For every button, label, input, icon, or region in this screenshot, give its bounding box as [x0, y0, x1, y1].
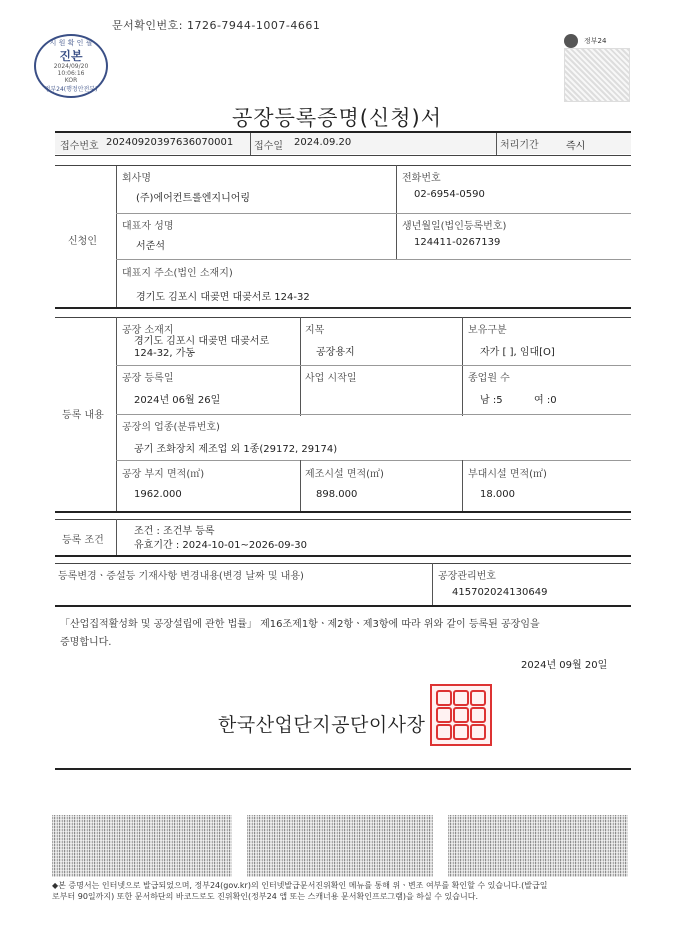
- divider: [55, 555, 631, 557]
- phone-number: 02-6954-0590: [414, 189, 485, 200]
- aux-area: 18.000: [480, 489, 515, 500]
- site-area: 1962.000: [134, 489, 182, 500]
- divider: [116, 213, 631, 214]
- footer-line2: 로부터 90일까지) 또한 문서하단의 바코드로도 진위확인(정부24 앱 또는 스캐너용 문서확인프로그램)을 하실 수 있습니다.: [52, 892, 478, 901]
- registration-section-label: 등록 내용: [62, 410, 104, 421]
- divider: [55, 768, 631, 770]
- divider: [116, 460, 631, 461]
- industry-value: 공기 조화장치 제조업 외 1종(29172, 29174): [134, 444, 338, 455]
- stamp-bottom-text: 정부24(행정안전부): [44, 86, 98, 93]
- doc-number-label: 문서확인번호:: [112, 19, 183, 32]
- industry-label: 공장의 업종(분류번호): [122, 422, 220, 433]
- changes-label: 등록변경ㆍ증설등 기재사항 변경내용(변경 날짜 및 내용): [58, 571, 304, 582]
- divider: [55, 605, 631, 607]
- land-category: 공장용지: [316, 347, 355, 358]
- factory-location: 경기도 김포시 대곶면 대곶서로 124-32, 가동: [134, 336, 270, 359]
- statement-line1: 「산업집적활성화 및 공장설립에 관한 법률」 제16조제1항ㆍ제2항ㆍ제3항에 따라 위와 같이 등록된 공장임을: [60, 619, 540, 630]
- doc-number-line: [112, 17, 320, 33]
- stamp-code: KOR: [64, 77, 78, 84]
- divider: [432, 563, 433, 605]
- doc-number: 1726-7944-1007-4661: [186, 19, 321, 32]
- divider: [55, 519, 631, 520]
- gov24-qr-code: [564, 48, 630, 102]
- divider: [55, 511, 631, 513]
- mfg-area: 898.000: [316, 489, 358, 500]
- divider: [496, 133, 497, 155]
- factory-location-label: 공장 소재지: [122, 325, 174, 336]
- divider: [116, 519, 117, 555]
- stamp-time: 10:06:16: [57, 70, 85, 77]
- divider: [55, 307, 631, 309]
- employees-label: 종업원 수: [468, 373, 510, 384]
- issuer-name: 한국산업단지공단이사장: [218, 714, 426, 736]
- divider: [300, 460, 301, 511]
- land-category-label: 지목: [305, 325, 325, 336]
- employees-female: 여 :0: [534, 395, 557, 406]
- statement-line2: 증명합니다.: [60, 637, 112, 648]
- processing-period: 즉시: [566, 141, 586, 152]
- divider: [116, 414, 631, 415]
- divider: [462, 460, 463, 511]
- gov24-logo-icon: [564, 34, 578, 48]
- corporate-reg-number: 124411-0267139: [414, 237, 501, 248]
- receipt-number-label: 접수번호: [60, 141, 99, 152]
- issue-date: 2024년 09월 20일: [521, 660, 608, 671]
- site-area-label: 공장 부지 면적(㎡): [122, 469, 205, 480]
- employees-male: 남 :5: [480, 395, 503, 406]
- divider: [116, 165, 117, 307]
- conditions-label: 등록 조건: [62, 535, 104, 546]
- aux-area-label: 부대시설 면적(㎡): [468, 469, 547, 480]
- ownership-value: 자가 [ ], 임대[O]: [480, 347, 555, 358]
- company-name: (주)에어컨트롤엔지니어링: [136, 193, 251, 204]
- divider: [55, 155, 631, 156]
- business-start-label: 사업 시작일: [305, 373, 357, 384]
- divider: [55, 563, 631, 564]
- divider: [55, 317, 631, 318]
- stamp-main-text: 진본: [59, 49, 83, 63]
- stamp-date: 2024/09/20: [53, 63, 89, 70]
- divider: [116, 259, 631, 260]
- conditions-line2: 유효기간 : 2024-10-01~2026-09-30: [134, 540, 307, 551]
- birth-label: 생년월일(법인등록번호): [402, 221, 507, 232]
- representative-label: 대표자 성명: [122, 221, 174, 232]
- divider: [55, 165, 631, 166]
- management-number: 415702024130649: [452, 587, 548, 598]
- gov24-badge: 정부24: [584, 37, 607, 45]
- conditions-line1: 조건 : 조건부 등록: [134, 526, 215, 537]
- ownership-label: 보유구분: [468, 325, 507, 336]
- address-value: 경기도 김포시 대곶면 대곶서로 124-32: [136, 292, 310, 303]
- divider: [250, 133, 251, 155]
- authenticity-stamp: [34, 34, 108, 98]
- divider: [116, 365, 631, 366]
- footer-line1: ◆본 증명서는 인터넷으로 발급되었으며, 정부24(gov.kr)의 인터넷발급문서진위확인 메뉴를 통해 위ㆍ변조 여부를 확인할 수 있습니다.(발급일: [52, 881, 548, 890]
- receipt-date: 2024.09.20: [294, 137, 352, 148]
- divider: [300, 317, 301, 416]
- applicant-section-label: 신청인: [68, 236, 97, 247]
- divider: [396, 165, 397, 259]
- registration-date-label: 공장 등록일: [122, 373, 174, 384]
- phone-label: 전화번호: [402, 173, 441, 184]
- document-title: 공장등록증명(신청)서: [232, 106, 442, 130]
- official-seal: [430, 684, 492, 746]
- stamp-top-text: 시 원 확 인 필: [49, 39, 93, 47]
- processing-period-label: 처리기간: [500, 140, 539, 151]
- address-label: 대표지 주소(법인 소재지): [122, 268, 233, 279]
- divider: [462, 317, 463, 416]
- management-number-label: 공장관리번호: [438, 571, 496, 582]
- receipt-date-label: 접수일: [254, 141, 283, 152]
- registration-date: 2024년 06월 26일: [134, 395, 221, 406]
- representative-name: 서준석: [136, 241, 165, 252]
- mfg-area-label: 제조시설 면적(㎡): [305, 469, 384, 480]
- company-label: 회사명: [122, 173, 151, 184]
- receipt-number: 20240920397636070001: [106, 137, 234, 148]
